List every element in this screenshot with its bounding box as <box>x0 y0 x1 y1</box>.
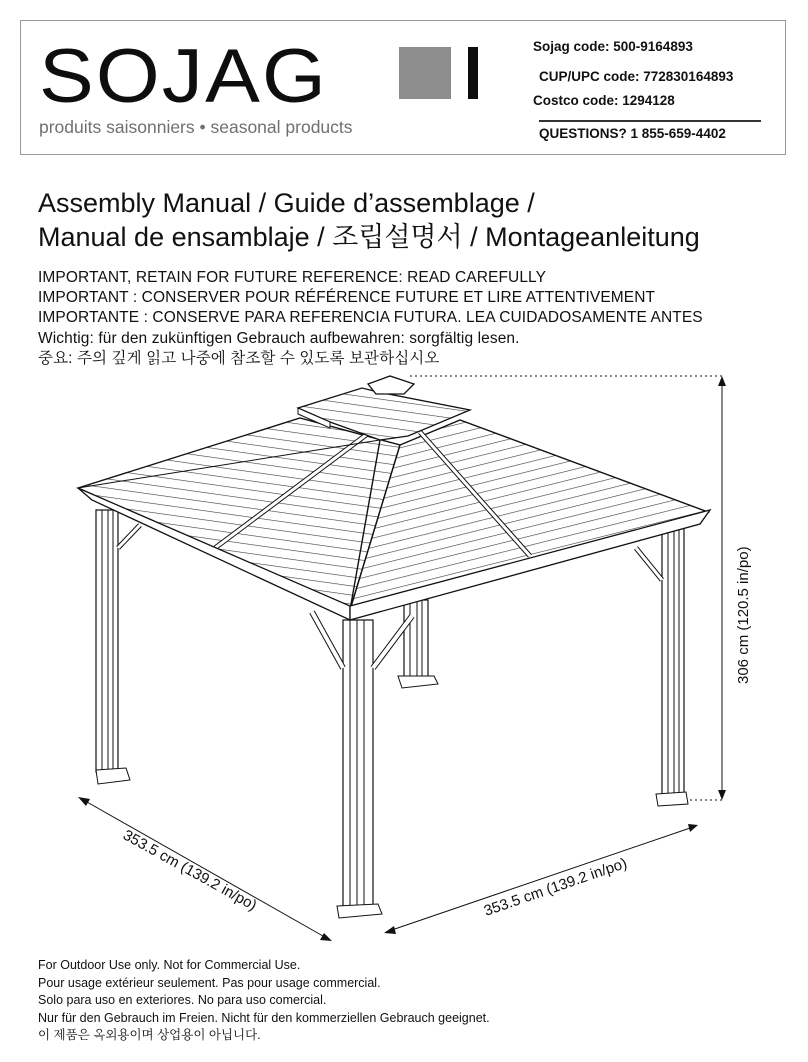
manual-title-line-1: Assembly Manual / Guide d’assemblage / <box>38 188 535 218</box>
width-label: 353.5 cm (139.2 in/po) <box>481 854 630 920</box>
usage-note-ko: 이 제품은 옥외용이며 상업용이 아닙니다. <box>38 1028 261 1042</box>
cup-upc-code: CUP/UPC code: 772830164893 <box>539 69 734 84</box>
costco-code: Costco code: 1294128 <box>533 93 675 108</box>
usage-note-es: Solo para uso en exteriores. No para uso comercial. <box>38 993 327 1007</box>
header-box <box>20 20 786 155</box>
depth-label: 353.5 cm (139.2 in/po) <box>120 826 260 915</box>
left-post-icon <box>96 510 140 784</box>
front-post-icon <box>312 612 412 918</box>
important-notice-fr: IMPORTANT : CONSERVER POUR RÉFÉRENCE FUTURE ET LIRE ATTENTIVEMENT <box>38 289 656 306</box>
codes-divider <box>539 120 761 122</box>
logo-square-icon <box>399 47 451 99</box>
brand-logo-text: SOJAG <box>39 34 329 119</box>
roof-right-panel <box>350 420 708 610</box>
questions-phone: QUESTIONS? 1 855-659-4402 <box>539 126 726 141</box>
gazebo-illustration <box>0 360 808 950</box>
sojag-code: Sojag code: 500-9164893 <box>533 39 693 54</box>
important-notice-ko: 중요: 주의 깊게 읽고 나중에 참조할 수 있도록 보관하십시오 <box>38 350 440 367</box>
roof-cap <box>368 376 414 394</box>
usage-note-en: For Outdoor Use only. Not for Commercial Use. <box>38 958 301 972</box>
right-post-icon <box>636 528 688 806</box>
brand-tagline: produits saisonniers • seasonal products <box>39 117 353 137</box>
important-notice-en: IMPORTANT, RETAIN FOR FUTURE REFERENCE: READ CAREFULLY <box>38 269 547 286</box>
usage-note-fr: Pour usage extérieur seulement. Pas pour usage commercial. <box>38 975 381 990</box>
logo-bar-icon <box>468 47 478 99</box>
back-post-icon <box>398 600 438 688</box>
important-notice-de: Wichtig: für den zukünftigen Gebrauch aufbewahren: sorgfältig lesen. <box>38 330 520 347</box>
usage-note-de: Nur für den Gebrauch im Freien. Nicht für den kommerziellen Gebrauch geeignet. <box>38 1010 490 1025</box>
manual-title-line-2: Manual de ensamblaje / 조립설명서 / Montageanleitung <box>38 222 700 252</box>
footer-usage-notes <box>38 957 490 1045</box>
important-notice-es: IMPORTANTE : CONSERVE PARA REFERENCIA FUTURA. LEA CUIDADOSAMENTE ANTES <box>38 309 703 326</box>
height-label: 306 cm (120.5 in/po) <box>735 546 752 684</box>
width-dimension <box>384 824 698 934</box>
